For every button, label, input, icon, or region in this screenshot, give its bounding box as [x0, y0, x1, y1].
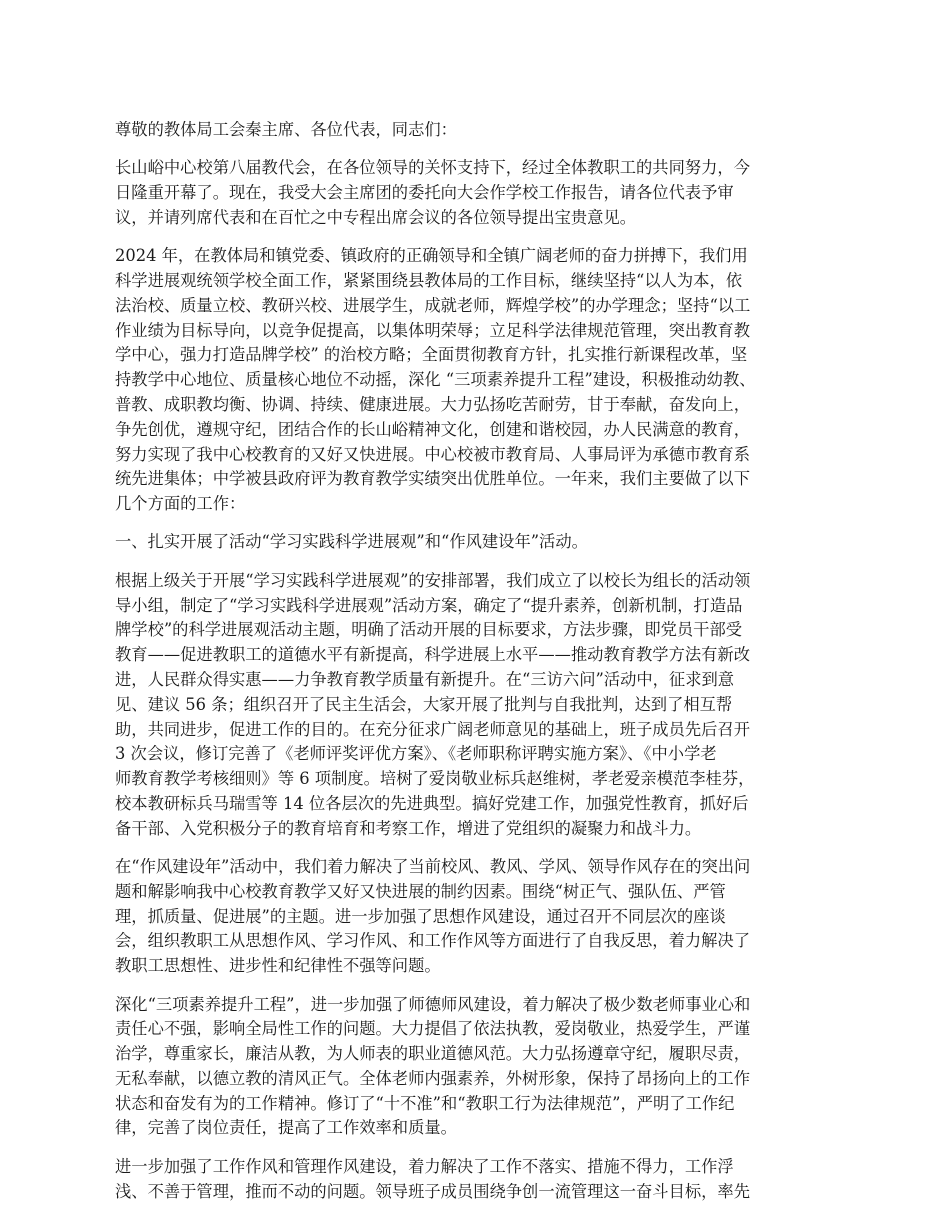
- paragraph-study-practice: 根据上级关于开展“学习实践科学进展观”的安排部署，我们成立了以校长为组长的活动领 导小组，制定了“学习实践科学进展观”活动方案，确定了“提升素养，创新机制，打造品 牌学校”的科学进展观活动主题，明确了活动开展的目标要求，方法步骤，即党员干部受 教育——促进教职工的道德水平有新提高，科学进展上水平——推动教育教学方法有新改 进，人民群众得实惠——力争教育教学质量有新提升。在“三访六问”活动中，征求到意 见、建议 56 条；组织召开了民主生活会，大家开展了批判与自我批判，达到了相互帮 助，共同进步，促进工作的目的。在充分征求广阔老师意见的基础上，班子成员先后召开 3 次会议，修订完善了《老师评奖评优方案》、《老师职称评聘实施方案》、《中小学老 师教育教学考核细则》等 6 项制度。培树了爱岗敬业标兵赵维树，孝老爱亲模范李桂芬， 校本教研标兵马瑞雪等 14 位各层次的先进典型。搞好党建工作，加强党性教育，抓好后 备干部、入党积极分子的教育培育和考察工作，增进了党组织的凝聚力和战斗力。: [115, 570, 755, 838]
- document-body: [115, 118, 838, 1218]
- paragraph-work-style-year: 在“作风建设年”活动中，我们着力解决了当前校风、教风、学风、领导作风存在的突出问 题和解影响我中心校教育教学又好又快进展的制约因素。围绕“树正气、强队伍、严管 理，抓质量、促进展”的主题。进一步加强了思想作风建设，通过召开不同层次的座谈 会，组织教职工从思想作风、学习作风、和工作作风等方面进行了自我反思，着力解决了 教职工思想性、进步性和纪律性不强等问题。: [115, 857, 751, 976]
- salutation: 尊敬的教体局工会秦主席、各位代表，同志们：: [115, 120, 457, 139]
- paragraph-2024-summary: 2024 年，在教体局和镇党委、镇政府的正确领导和全镇广阔老师的奋力拼搏下，我们用 科学进展观统领学校全面工作，紧紧围绕县教体局的工作目标，继续坚持“以人为本，依 法治校、质量立校、教研兴校、进展学生，成就老师，辉煌学校”的办学理念；坚持“以工 作业绩为目标导向，以竞争促提高，以集体明荣辱；立足科学法律规范管理，突出教育教 学中心，强力打造品牌学校” 的治校方略；全面贯彻教育方针，扎实推行新课程改革，坚 持教学中心地位、质量核心地位不动摇，深化 “三项素养提升工程”建设，积极推动幼教、 普教、成职教均衡、协调、持续、健康进展。大力弘扬吃苦耐劳，甘于奉献，奋发向上， 争先创优，遵规守纪，团结合作的长山峪精神文化，创建和谐校园，办人民满意的教育， 努力实现了我中心校教育的又好又快进展。中心校被市教育局、人事局评为承德市教育系 统先进集体；中学被县政府评为教育教学实绩突出优胜单位。一年来，我们主要做了以下 几个方面的工作：: [115, 246, 756, 514]
- paragraph-teacher-ethics: 深化“三项素养提升工程”，进一步加强了师德师风建设，着力解决了极少数老师事业心和 责任心不强，影响全局性工作的问题。大力提倡了依法执教，爱岗敬业，热爱学生，严谨 治学，尊重家长，廉洁从教，为人师表的职业道德风范。大力弘扬遵章守纪，履职尽责， 无私奉献，以德立教的清风正气。全体老师内强素养，外树形象，保持了昂扬向上的工作 状态和奋发有为的工作精神。修订了“十不准”和“教职工行为法律规范”，严明了工作纪 律，完善了岗位责任，提高了工作效率和质量。: [115, 994, 751, 1138]
- paragraph-management-style: 进一步加强了工作作风和管理作风建设，着力解决了工作不落实、措施不得力，工作浮 浅、不善于管理，推而不动的问题。领导班子成员围绕争创一流管理这一奋斗目标，率先: [115, 1156, 750, 1201]
- section-heading-1: 一、扎实开展了活动“学习实践科学进展观”和“作风建设年”活动。: [115, 532, 588, 552]
- paragraph-opening: 长山峪中心校第八届教代会，在各位领导的关怀支持下，经过全体教职工的共同努力，今 日隆重开幕了。现在，我受大会主席团的委托向大会作学校工作报告，请各位代表予审 议，并请列席代表和在百忙之中专程出席会议的各位领导提出宝贵意见。: [115, 158, 750, 227]
